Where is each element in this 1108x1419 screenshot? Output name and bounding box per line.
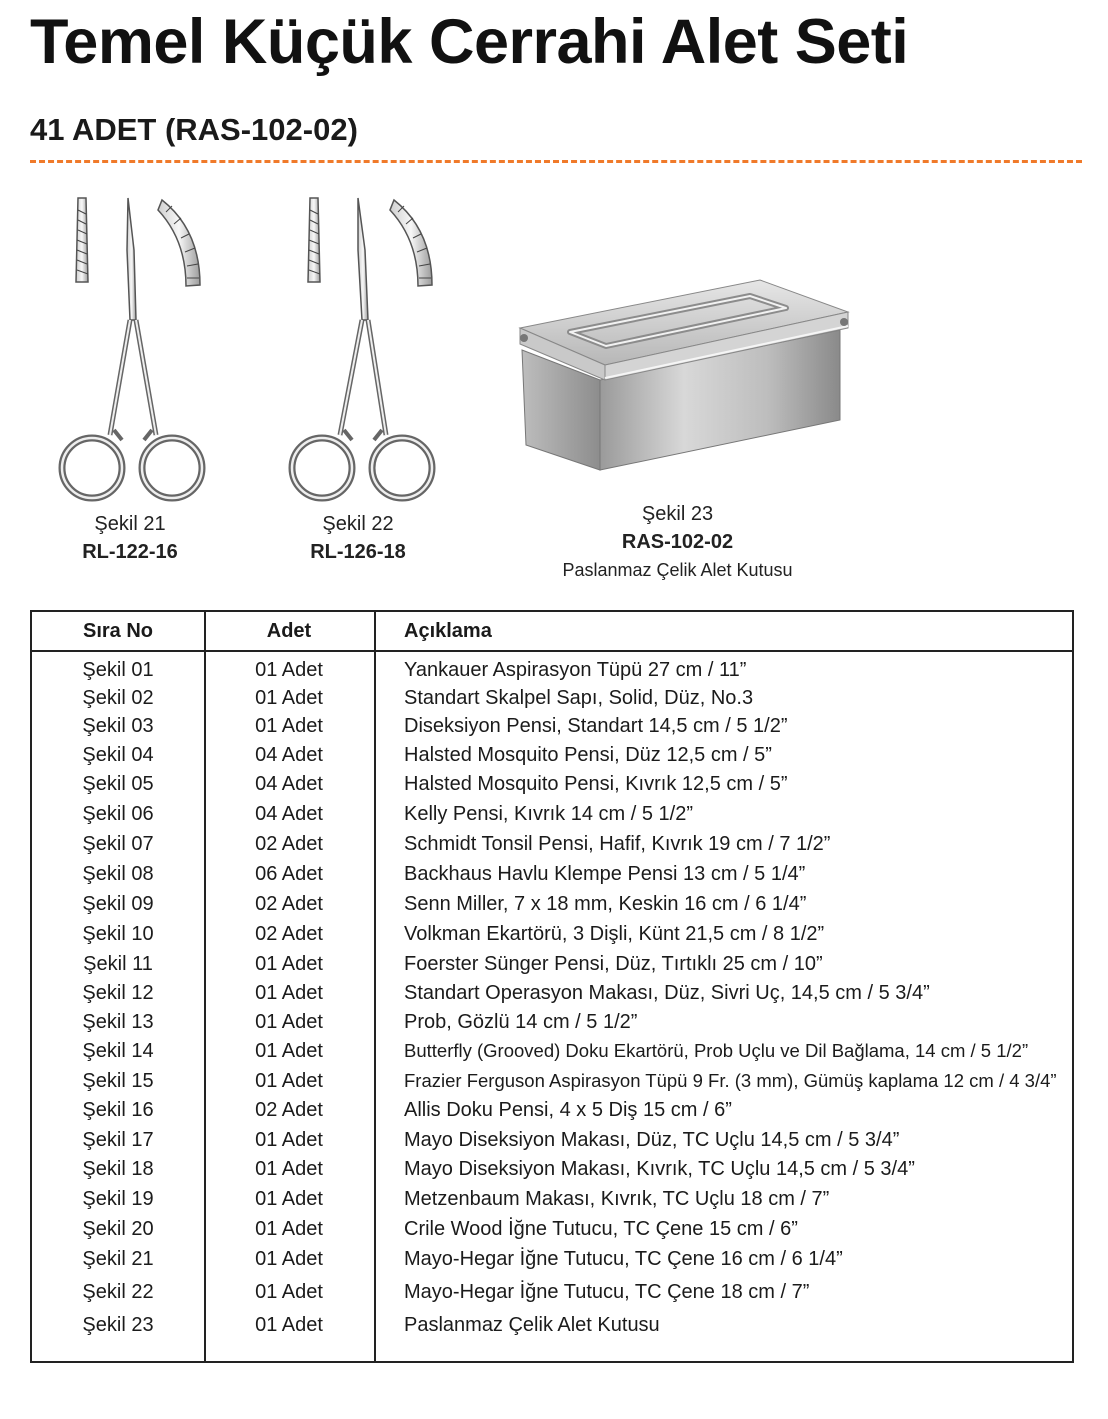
row-aciklama: Allis Doku Pensi, 4 x 5 Diş 15 cm / 6” [404,1099,732,1121]
row-aciklama: Volkman Ekartörü, 3 Dişli, Künt 21,5 cm / 8 1/2” [404,923,825,945]
row-adet: 02 Adet [255,893,323,915]
row-sira-no: Şekil 03 [82,715,154,737]
figure-caption-23 [530,500,825,584]
column-header-aciklama: Açıklama [404,620,492,642]
row-aciklama: Mayo-Hegar İğne Tutucu, TC Çene 16 cm / 6 1/4” [404,1248,843,1270]
row-adet: 01 Adet [255,659,323,681]
row-aciklama: Kelly Pensi, Kıvrık 14 cm / 5 1/2” [404,803,693,825]
table-row [32,1099,1072,1128]
table-row [32,1040,1072,1069]
page-title: Temel Küçük Cerrahi Alet Seti [30,7,909,77]
row-aciklama: Crile Wood İğne Tutucu, TC Çene 15 cm / 6” [404,1218,798,1240]
parts-table [30,610,1074,1363]
row-sira-no: Şekil 01 [82,659,154,681]
figure-code: RL-126-18 [310,541,406,563]
row-adet: 02 Adet [255,833,323,855]
row-sira-no: Şekil 07 [82,833,154,855]
row-sira-no: Şekil 21 [82,1248,154,1270]
row-sira-no: Şekil 22 [82,1281,154,1303]
figure-description: Paslanmaz Çelik Alet Kutusu [562,560,793,580]
steel-box-icon [510,270,860,480]
needle-holder-icon [50,190,220,510]
row-adet: 01 Adet [255,687,323,709]
row-aciklama: Mayo Diseksiyon Makası, Düz, TC Uçlu 14,5 cm / 5 3/4” [404,1129,900,1151]
orange-dashed-divider [30,160,1082,163]
row-sira-no: Şekil 14 [82,1040,154,1062]
needle-holder-icon [282,190,452,510]
table-row [32,893,1072,922]
figure-caption-21 [60,510,200,566]
table-row [32,773,1072,802]
row-adet: 01 Adet [255,1158,323,1180]
page-subtitle: 41 ADET (RAS-102-02) [30,112,358,147]
row-adet: 01 Adet [255,1129,323,1151]
row-sira-no: Şekil 18 [82,1158,154,1180]
table-row [32,1218,1072,1247]
table-row [32,744,1072,773]
row-sira-no: Şekil 23 [82,1314,154,1336]
row-adet: 06 Adet [255,863,323,885]
table-row [32,1011,1072,1040]
row-sira-no: Şekil 06 [82,803,154,825]
table-row [32,1188,1072,1217]
figure-label: Şekil 22 [322,513,394,535]
header-divider [32,650,1072,652]
column-header-sira-no: Sıra No [82,620,154,642]
row-sira-no: Şekil 17 [82,1129,154,1151]
row-adet: 02 Adet [255,923,323,945]
row-aciklama: Diseksiyon Pensi, Standart 14,5 cm / 5 1/2” [404,715,788,737]
row-aciklama: Standart Operasyon Makası, Düz, Sivri Uç, 14,5 cm / 5 3/4” [404,982,930,1004]
row-adet: 01 Adet [255,1011,323,1033]
column-header-adet: Adet [266,620,312,642]
figure-code: RAS-102-02 [621,531,734,553]
row-adet: 01 Adet [255,982,323,1004]
row-aciklama: Butterfly (Grooved) Doku Ekartörü, Prob Uçlu ve Dil Bağlama, 14 cm / 5 1/2” [404,1040,1029,1061]
row-sira-no: Şekil 13 [82,1011,154,1033]
row-aciklama: Schmidt Tonsil Pensi, Hafif, Kıvrık 19 cm / 7 1/2” [404,833,831,855]
row-sira-no: Şekil 19 [82,1188,154,1210]
row-aciklama: Backhaus Havlu Klempe Pensi 13 cm / 5 1/4” [404,863,806,885]
row-sira-no: Şekil 20 [82,1218,154,1240]
row-sira-no: Şekil 05 [82,773,154,795]
figure-label: Şekil 21 [94,513,166,535]
table-row [32,1158,1072,1187]
row-adet: 01 Adet [255,1248,323,1270]
row-aciklama: Halsted Mosquito Pensi, Düz 12,5 cm / 5” [404,744,772,766]
row-adet: 01 Adet [255,1314,323,1336]
table-row [32,923,1072,952]
table-row [32,863,1072,892]
row-aciklama: Prob, Gözlü 14 cm / 5 1/2” [404,1011,638,1033]
row-adet: 04 Adet [255,803,323,825]
row-sira-no: Şekil 16 [82,1099,154,1121]
row-sira-no: Şekil 10 [82,923,154,945]
row-aciklama: Foerster Sünger Pensi, Düz, Tırtıklı 25 cm / 10” [404,953,823,975]
row-aciklama: Metzenbaum Makası, Kıvrık, TC Uçlu 18 cm / 7” [404,1188,830,1210]
table-row [32,1129,1072,1158]
row-adet: 01 Adet [255,1188,323,1210]
table-row [32,803,1072,832]
row-sira-no: Şekil 12 [82,982,154,1004]
table-row [32,953,1072,982]
table-row [32,982,1072,1011]
table-row [32,833,1072,862]
row-sira-no: Şekil 02 [82,687,154,709]
row-adet: 01 Adet [255,953,323,975]
row-adet: 04 Adet [255,773,323,795]
figure-label: Şekil 23 [641,503,714,525]
table-row [32,1314,1072,1343]
row-adet: 01 Adet [255,715,323,737]
row-aciklama: Mayo Diseksiyon Makası, Kıvrık, TC Uçlu 14,5 cm / 5 3/4” [404,1158,915,1180]
row-aciklama: Standart Skalpel Sapı, Solid, Düz, No.3 [404,687,754,709]
table-row [32,659,1072,688]
row-sira-no: Şekil 09 [82,893,154,915]
row-sira-no: Şekil 04 [82,744,154,766]
table-row [32,715,1072,744]
row-aciklama: Frazier Ferguson Aspirasyon Tüpü 9 Fr. (3 mm), Gümüş kaplama 12 cm / 4 3/4” [404,1070,1057,1091]
table-row [32,1281,1072,1310]
row-adet: 04 Adet [255,744,323,766]
row-aciklama: Paslanmaz Çelik Alet Kutusu [404,1314,660,1336]
row-aciklama: Mayo-Hegar İğne Tutucu, TC Çene 18 cm / 7” [404,1281,810,1303]
row-aciklama: Halsted Mosquito Pensi, Kıvrık 12,5 cm / 5” [404,773,788,795]
row-adet: 01 Adet [255,1070,323,1092]
table-row [32,1070,1072,1099]
row-sira-no: Şekil 11 [83,953,153,975]
figure-code: RL-122-16 [82,541,178,563]
row-sira-no: Şekil 08 [82,863,154,885]
row-aciklama: Senn Miller, 7 x 18 mm, Keskin 16 cm / 6 1/4” [404,893,807,915]
row-adet: 02 Adet [255,1099,323,1121]
row-adet: 01 Adet [255,1040,323,1062]
table-row [32,1248,1072,1277]
row-adet: 01 Adet [255,1281,323,1303]
row-sira-no: Şekil 15 [82,1070,154,1092]
row-adet: 01 Adet [255,1218,323,1240]
row-aciklama: Yankauer Aspirasyon Tüpü 27 cm / 11” [404,659,747,681]
figure-caption-22 [288,510,428,566]
table-row [32,687,1072,716]
